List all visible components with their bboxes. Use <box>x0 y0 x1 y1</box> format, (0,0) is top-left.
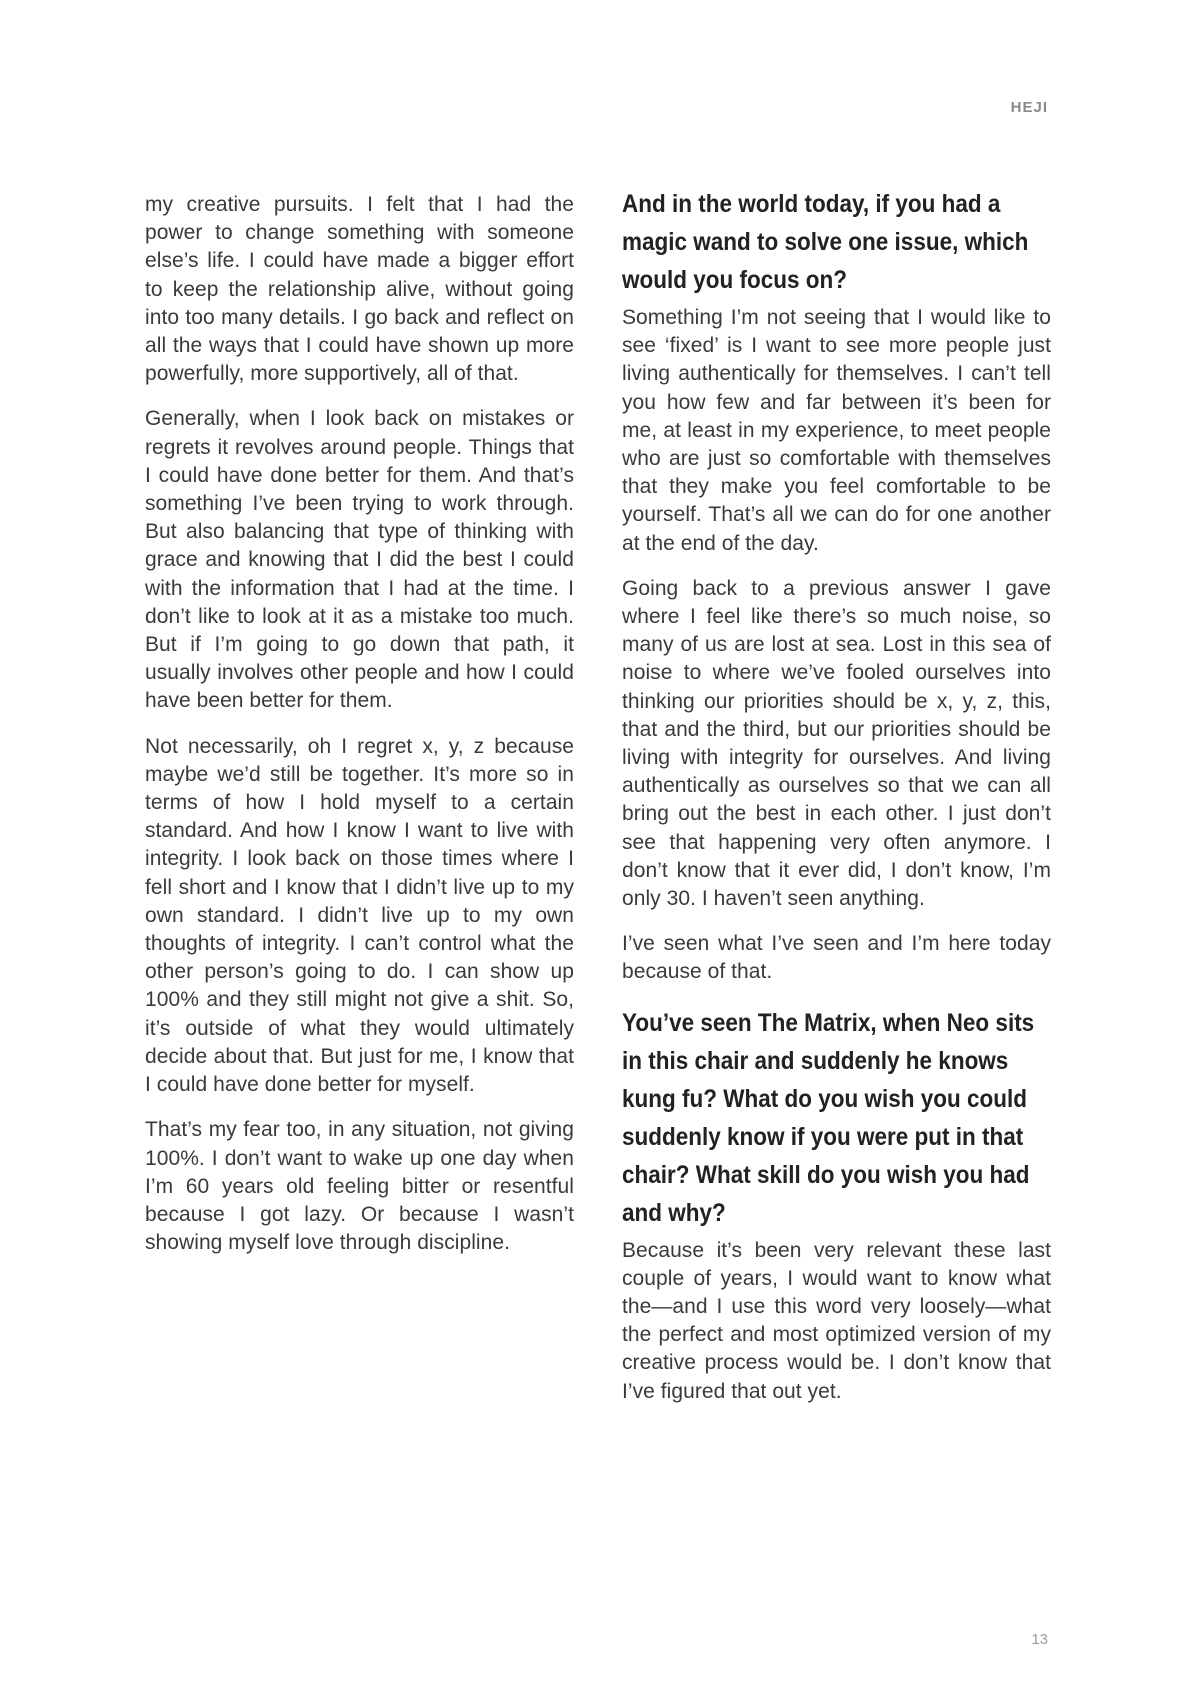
page-number: 13 <box>1031 1631 1048 1648</box>
body-paragraph: my creative pursuits. I felt that I had the power to change something with someone else’s life. I could have made a bigger effort to keep the relationship alive, without going into too many details. I go back and reflect on all the ways that I could have shown up more powerfully, more supportively, all of that. <box>145 193 574 386</box>
answer-paragraph: Because it’s been very relevant these last couple of years, I would want to know what the—and I use this word very loosely—what the perfect and most optimized version of my creative process would be. I don’t know that I’ve figured that out yet. <box>622 1238 1051 1403</box>
body-paragraph: That’s my fear too, in any situation, not giving 100%. I don’t want to wake up one day when I’m 60 years old feeling bitter or resentful because I got lazy. Or because I wasn’t showing myself love through discipline. <box>145 1118 574 1255</box>
interview-question: And in the world today, if you had a magic wand to solve one issue, which would you focus on? <box>622 190 1029 294</box>
right-column <box>622 191 1051 1423</box>
left-column <box>145 191 574 1274</box>
body-paragraph: Not necessarily, oh I regret x, y, z because maybe we’d still be together. It’s more so in terms of how I hold myself to a certain standard. And how I know I want to live with integrity. I look back on those times where I fell short and I know that I didn’t live up to my own standard. I didn’t live up to my own thoughts of integrity. I can’t control what the other person’s going to do. I can show up 100% and they still might not give a shit. So, it’s outside of what they would ultimately decide about that. But just for me, I know that I could have done better for myself. <box>145 734 574 1097</box>
interview-question: You’ve seen The Matrix, when Neo sits in this chair and suddenly he knows kung fu? What do you wish you could suddenly know if you were put in that chair? What skill do you wish you had and why? <box>622 1008 1035 1227</box>
answer-paragraph: Something I’m not seeing that I would like to see ‘fixed’ is I want to see more people just living authentically for themselves. I can’t tell you how few and far between it’s been for me, at least in my experience, to meet people who are just so comfortable with themselves that they make you feel comfortable to be yourself. That’s all we can do for one another at the end of the day. <box>622 306 1051 555</box>
running-head: HEJI <box>1010 99 1048 116</box>
answer-paragraph: I’ve seen what I’ve seen and I’m here today because of that. <box>622 932 1051 984</box>
body-paragraph: Generally, when I look back on mistakes or regrets it revolves around people. Things that I could have done better for them. And that’s something I’ve been trying to work through. But also balancing that type of thinking with grace and knowing that I did the best I could with the information that I had at the time. I don’t like to look at it as a mistake too much. But if I’m going to go down that path, it usually involves other people and how I could have been better for them. <box>145 407 574 713</box>
answer-paragraph: Going back to a previous answer I gave where I feel like there’s so much noise, so many of us are lost at sea. Lost in this sea of noise to where we’ve fooled ourselves into thinking our priorities should be x, y, z, this, that and the third, but our priorities should be living with integrity for ourselves. And living authentically as ourselves so that we can all bring out the best in each other. I just don’t see that happening very often anymore. I don’t know that it ever did, I don’t know, I’m only 30. I haven’t seen anything. <box>622 576 1051 911</box>
